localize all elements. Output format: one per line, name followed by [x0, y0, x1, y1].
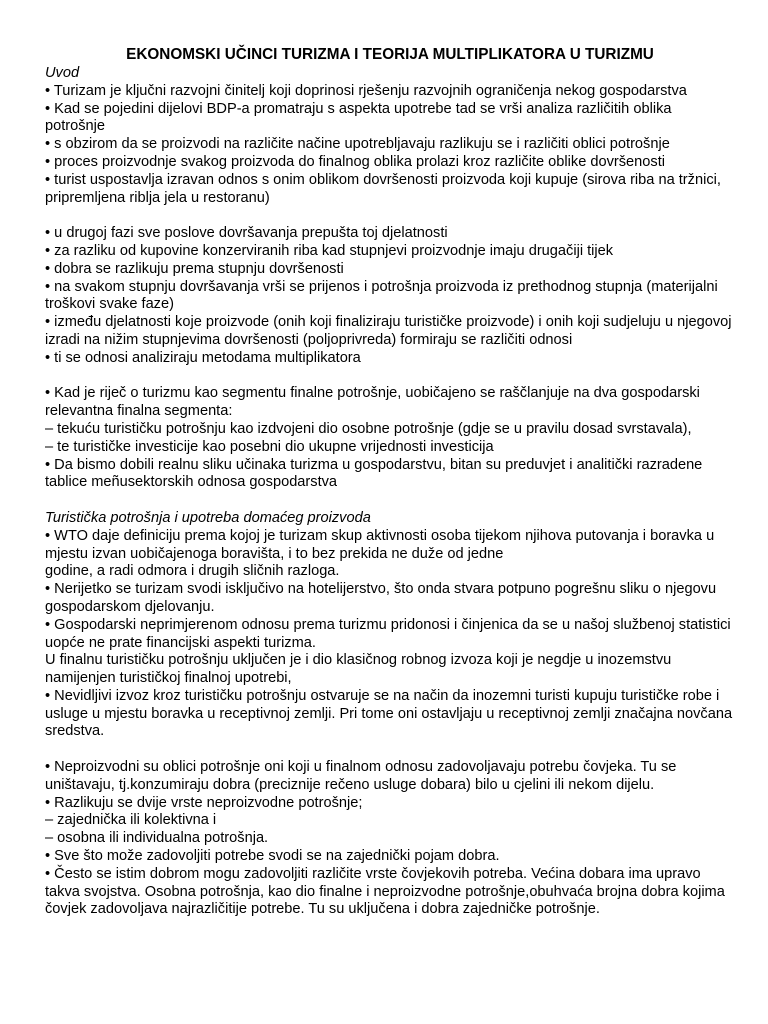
paragraph-gap: [45, 207, 735, 225]
paragraph-gap: [45, 741, 735, 759]
bullet-line: • u drugoj fazi sve poslove dovršavanja prepušta toj djelatnosti: [45, 225, 448, 242]
bullet-line: • ti se odnosi analiziraju metodama multiplikatora: [45, 349, 361, 366]
bullet-line: • između djelatnosti koje proizvode (onih koji finaliziraju turističke proizvode) i onih koji sudjeluju u njegovoj izradi na nižim stupnjevima dovršenosti (poljoprivreda) formiraju se različiti odnosi: [45, 314, 736, 348]
bullet-line: • Gospodarski neprimjerenom odnosu prema turizmu pridonosi i činjenica da se u našoj službenoj statistici uopće ne prate financijski aspekti turizma.: [45, 616, 735, 651]
bullet-line: • dobra se razlikuju prema stupnju dovršenosti: [45, 260, 344, 277]
dash-line: – zajednička ili kolektivna i: [45, 812, 217, 829]
bullet-line: • Često se istim dobrom mogu zadovoljiti različite vrste čovjekovih potreba. Većina dobara ima upravo takva svojstva. Osobna potrošnja, kao dio finalne i neproizvodne potrošnje,obuhvaća brojna dobra kojima čovjek zadovoljava najrazličitije potrebe. Tu su uključena i dobra zajedničke potrošnje.: [45, 865, 729, 918]
bullet-line: • Sve što može zadovoljiti potrebe svodi se na zajednički pojam dobra.: [45, 848, 500, 865]
bullet-line: • Kad je riječ o turizmu kao segmentu finalne potrošnje, uobičajeno se raščlanjuje na dva gospodarski relevantna finalna segmenta:: [45, 385, 704, 420]
bullet-line: • na svakom stupnju dovršavanja vrši se prijenos i potrošnja proizvoda iz prethodnog stupnja (materijalni troškovi svake faze): [45, 278, 722, 313]
paragraph-gap: [45, 368, 735, 386]
bullet-line: • Razlikuju se dvije vrste neproizvodne potrošnje;: [45, 794, 363, 811]
bullet-line: • Nevidljivi izvoz kroz turističku potrošnju ostvaruje se na način da inozemni turisti kupuju turističke robe i usluge u mjestu boravka u receptivnoj zemlji. Pri tome oni ostavljaju u receptivnoj zemlji značajna novčana sredstva.: [45, 687, 737, 740]
bullet-line: • za razliku od kupovine konzerviranih riba kad stupnjevi proizvodnje imaju drugačiji tijek: [45, 242, 614, 259]
section-heading-uvod: Uvod: [45, 65, 80, 81]
bullet-line: • s obzirom da se proizvodi na različite načine upotrebljavaju razlikuju se i različiti oblici potrošnje: [45, 136, 670, 153]
bullet-line: • Neproizvodni su oblici potrošnje oni koji u finalnom odnosu zadovoljavaju potrebu čovjeka. Tu se uništavaju, tj.konzumiraju dobra (preciznije rečeno usluge dobara) bilo u cjelini ili nekom dijelu.: [45, 759, 681, 793]
dash-line: – tekuću turističku potrošnju kao izdvojeni dio osobne potrošnje (gdje se u pravilu dosad svrstavala),: [45, 420, 692, 437]
bullet-line: • proces proizvodnje svakog proizvoda do finalnog oblika prolazi kroz različite oblike dovršenosti: [45, 153, 665, 170]
section-heading-turisticka-potrosnja: Turistička potrošnja i upotreba domaćeg proizvoda: [45, 509, 371, 526]
bullet-line: • WTO daje definiciju prema kojoj je turizam skup aktivnosti osoba tijekom njihova putovanja i boravka u mjestu izvan uobičajenoga boravišta, i to bez prekida ne duže od jedne: [45, 527, 719, 562]
dash-line: – te turističke investicije kao posebni dio ukupne vrijednosti investicija: [45, 438, 494, 455]
text-line: godine, a radi odmora i drugih sličnih razloga.: [45, 563, 340, 580]
bullet-line: • Da bismo dobili realnu sliku učinaka turizma u gospodarstvu, bitan su preduvjet i analitički razradene tablice meñusektorskih odnosa gospodarstva: [45, 456, 707, 491]
document-page: [45, 45, 735, 919]
paragraph-gap: [45, 492, 735, 510]
bullet-line: • Kad se pojedini dijelovi BDP-a promatraju s aspekta upotrebe tad se vrši analiza različitih oblika potrošnje: [45, 100, 676, 135]
dash-line: – osobna ili individualna potrošnja.: [45, 830, 269, 847]
bullet-line: • turist uspostavlja izravan odnos s onim oblikom dovršenosti proizvoda koji kupuje (sirova riba na tržnici, pripremljena riblja jela u restoranu): [45, 171, 725, 206]
document-title: EKONOMSKI UČINCI TURIZMA I TEORIJA MULTIPLIKATORA U TURIZMU: [126, 46, 654, 63]
bullet-line: • Nerijetko se turizam svodi isključivo na hotelijerstvo, što onda stvara potpuno pogrešnu sliku o njegovu gospodarskom djelovanju.: [45, 581, 721, 615]
text-line: U finalnu turističku potrošnju uključen je i dio klasičnog robnog izvoza koji je negdje u inozemstvu namijenjen turističkoj finalnoj upotrebi,: [45, 652, 676, 687]
bullet-line: • Turizam je ključni razvojni činitelj koji doprinosi rješenju razvojnih ograničenja nekog gospodarstva: [45, 82, 687, 99]
